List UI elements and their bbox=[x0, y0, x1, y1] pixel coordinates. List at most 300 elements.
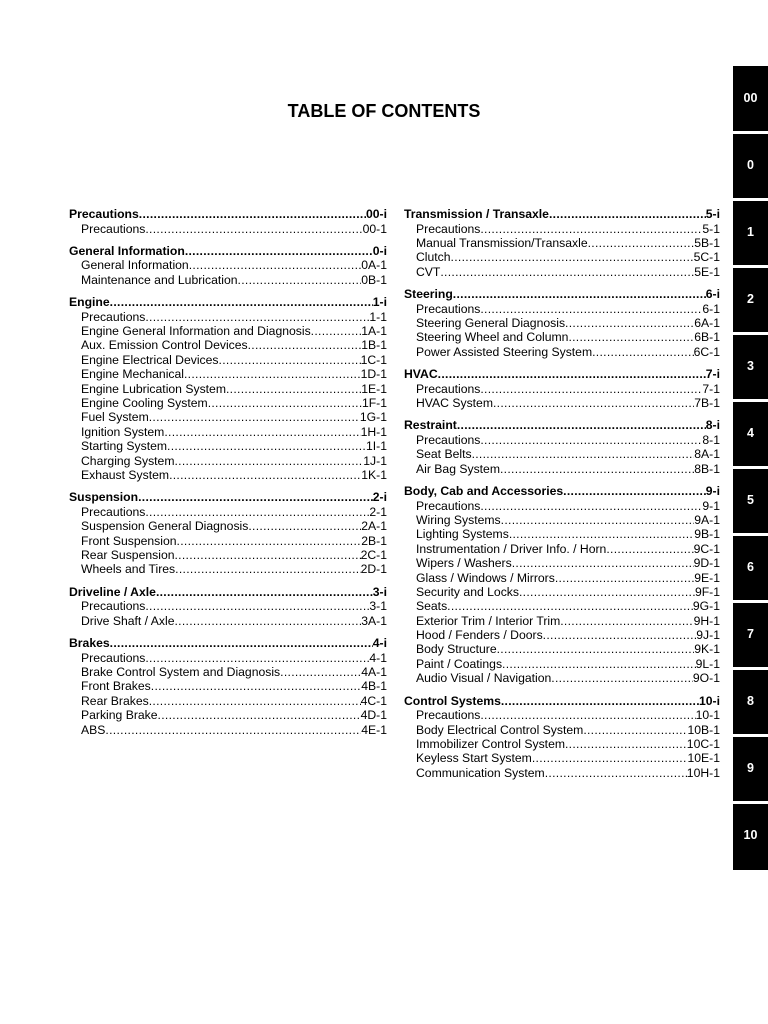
toc-entry[interactable] bbox=[404, 642, 720, 656]
toc-entry-page-number: 10B-1 bbox=[687, 722, 720, 737]
dot-leader bbox=[543, 628, 697, 642]
toc-entry-label: Paint / Coatings bbox=[416, 656, 503, 671]
toc-entry-label: Steering Wheel and Column bbox=[416, 330, 569, 345]
dot-leader bbox=[551, 671, 693, 685]
toc-entry-label: Precautions bbox=[416, 381, 481, 396]
section-tab-0[interactable] bbox=[733, 133, 768, 197]
toc-entry-page-number: 6C-1 bbox=[693, 344, 720, 359]
section-heading-page-number: 5-i bbox=[705, 207, 720, 221]
toc-entry[interactable] bbox=[404, 433, 720, 447]
toc-entry-page-number: 9B-1 bbox=[694, 527, 720, 542]
toc-entry-label: Precautions bbox=[416, 432, 481, 447]
toc-entry-label: Engine Mechanical bbox=[81, 367, 184, 382]
tab-separator bbox=[733, 667, 768, 670]
toc-entry[interactable] bbox=[404, 542, 720, 556]
toc-entry[interactable] bbox=[404, 513, 720, 527]
dot-leader bbox=[177, 534, 362, 548]
toc-entry[interactable] bbox=[404, 222, 720, 236]
toc-entry-page-number: 2C-1 bbox=[360, 548, 387, 563]
dot-leader bbox=[238, 273, 362, 287]
dot-leader bbox=[175, 562, 360, 576]
toc-entry-label: Precautions bbox=[81, 599, 146, 614]
section-heading[interactable] bbox=[69, 585, 387, 600]
toc-entry[interactable] bbox=[69, 505, 387, 519]
toc-entry[interactable] bbox=[404, 527, 720, 541]
section-tab-label: 10 bbox=[743, 828, 758, 842]
section-heading-label: Engine bbox=[69, 295, 110, 310]
toc-entry-label: Suspension General Diagnosis bbox=[81, 519, 249, 534]
toc-entry-page-number: 7-1 bbox=[702, 381, 720, 396]
dot-leader bbox=[145, 651, 369, 665]
dot-leader bbox=[138, 490, 373, 505]
section-heading-label: General Information bbox=[69, 243, 185, 258]
dot-leader bbox=[110, 295, 373, 310]
tab-separator bbox=[733, 265, 768, 268]
tab-separator bbox=[733, 801, 768, 804]
toc-entry[interactable] bbox=[69, 599, 387, 613]
toc-entry[interactable] bbox=[69, 562, 387, 576]
toc-entry-page-number: 6A-1 bbox=[694, 315, 720, 330]
toc-entry-page-number: 9F-1 bbox=[694, 584, 720, 599]
toc-entry-label: Precautions bbox=[81, 221, 146, 236]
toc-entry-page-number: 6B-1 bbox=[694, 330, 720, 345]
toc-entry[interactable] bbox=[404, 316, 720, 330]
dot-leader bbox=[158, 708, 361, 722]
toc-entry-label: Engine Lubrication System bbox=[81, 381, 226, 396]
section-heading[interactable] bbox=[404, 694, 720, 709]
toc-entry[interactable] bbox=[404, 599, 720, 613]
section-heading-page-number: 9-i bbox=[705, 484, 720, 499]
dot-leader bbox=[497, 642, 695, 656]
section-heading-label: Transmission / Transaxle bbox=[404, 207, 549, 221]
toc-entry-page-number: 1H-1 bbox=[360, 424, 387, 439]
toc-entry-page-number: 0B-1 bbox=[361, 272, 387, 287]
section-tab-9[interactable] bbox=[733, 736, 768, 800]
toc-entry[interactable] bbox=[404, 737, 720, 751]
section-tab-4[interactable] bbox=[733, 401, 768, 465]
toc-entry[interactable] bbox=[69, 324, 387, 338]
toc-entry-label: Precautions bbox=[416, 498, 481, 513]
toc-entry[interactable] bbox=[404, 723, 720, 737]
toc-entry[interactable] bbox=[69, 694, 387, 708]
dot-leader bbox=[493, 396, 694, 410]
toc-entry[interactable] bbox=[69, 353, 387, 367]
tab-separator bbox=[733, 198, 768, 201]
toc-entry[interactable] bbox=[69, 708, 387, 722]
toc-entry[interactable] bbox=[404, 671, 720, 685]
dot-leader bbox=[226, 382, 361, 396]
section-tab-8[interactable] bbox=[733, 669, 768, 733]
toc-entry-label: Brake Control System and Diagnosis bbox=[81, 664, 281, 679]
dot-leader bbox=[480, 433, 702, 447]
dot-leader bbox=[169, 468, 361, 482]
dot-leader bbox=[532, 751, 688, 765]
toc-entry[interactable] bbox=[404, 499, 720, 513]
dot-leader bbox=[501, 513, 695, 527]
toc-entry[interactable] bbox=[404, 751, 720, 765]
toc-entry-page-number: 3A-1 bbox=[361, 613, 387, 628]
toc-entry[interactable] bbox=[404, 766, 720, 780]
toc-entry-label: Immobilizer Control System bbox=[416, 736, 565, 751]
toc-entry-label: Air Bag System bbox=[416, 461, 500, 476]
toc-entry-page-number: 2D-1 bbox=[360, 562, 387, 577]
dot-leader bbox=[502, 657, 696, 671]
dot-leader bbox=[174, 614, 361, 628]
dot-leader bbox=[145, 599, 369, 613]
dot-leader bbox=[151, 679, 361, 693]
toc-entry[interactable] bbox=[69, 258, 387, 272]
toc-entry-label: Seat Belts bbox=[416, 447, 472, 462]
toc-entry[interactable] bbox=[69, 651, 387, 665]
toc-entry-label: Precautions bbox=[81, 309, 146, 324]
toc-entry[interactable] bbox=[404, 396, 720, 410]
toc-entry-page-number: 10-1 bbox=[695, 708, 720, 723]
toc-entry[interactable] bbox=[69, 367, 387, 381]
toc-section-restraint bbox=[404, 418, 720, 476]
toc-entry[interactable] bbox=[69, 548, 387, 562]
toc-entry-label: Lighting Systems bbox=[416, 527, 509, 542]
toc-entry-label: Aux. Emission Control Devices bbox=[81, 338, 248, 353]
section-tab-1[interactable] bbox=[733, 200, 768, 264]
toc-section-engine bbox=[69, 295, 387, 482]
toc-entry[interactable] bbox=[69, 614, 387, 628]
toc-entry[interactable] bbox=[69, 382, 387, 396]
toc-entry-page-number: 1A-1 bbox=[361, 324, 387, 339]
toc-section-steering bbox=[404, 287, 720, 359]
toc-entry-label: Rear Suspension bbox=[81, 548, 175, 563]
section-tab-label: 2 bbox=[747, 292, 754, 306]
toc-entry-label: Precautions bbox=[416, 221, 481, 236]
toc-entry-label: Steering General Diagnosis bbox=[416, 315, 566, 330]
toc-entry-label: General Information bbox=[81, 258, 189, 273]
dot-leader bbox=[164, 425, 360, 439]
toc-entry[interactable] bbox=[404, 330, 720, 344]
toc-entry[interactable] bbox=[69, 273, 387, 287]
section-tab-label: 7 bbox=[747, 627, 754, 641]
dot-leader bbox=[480, 708, 695, 722]
toc-entry-page-number: 5-1 bbox=[702, 221, 720, 236]
toc-entry[interactable] bbox=[404, 382, 720, 396]
toc-entry[interactable] bbox=[69, 222, 387, 236]
dot-leader bbox=[145, 222, 362, 236]
section-tab-label: 00 bbox=[743, 91, 758, 105]
section-heading-page-number: 2-i bbox=[372, 490, 387, 505]
section-tab-label: 3 bbox=[747, 359, 754, 373]
dot-leader bbox=[149, 694, 361, 708]
dot-leader bbox=[545, 766, 687, 780]
section-heading-label: Body, Cab and Accessories bbox=[404, 484, 564, 499]
toc-entry-label: Body Electrical Control System bbox=[416, 722, 584, 737]
section-heading[interactable] bbox=[69, 636, 387, 651]
toc-entry-label: Charging System bbox=[81, 453, 175, 468]
dot-leader bbox=[453, 287, 706, 302]
toc-entry-page-number: 1B-1 bbox=[361, 338, 387, 353]
page-title: TABLE OF CONTENTS bbox=[287, 101, 481, 121]
section-heading-page-number: 10-i bbox=[698, 693, 720, 708]
toc-entry-page-number: 9H-1 bbox=[693, 613, 720, 628]
toc-entry[interactable] bbox=[69, 679, 387, 693]
toc-entry[interactable] bbox=[404, 462, 720, 476]
dot-leader bbox=[438, 367, 706, 382]
toc-entry-page-number: 1J-1 bbox=[363, 453, 387, 468]
section-tab-2[interactable] bbox=[733, 267, 768, 331]
toc-entry[interactable] bbox=[69, 410, 387, 424]
section-heading-label: Control Systems bbox=[404, 693, 501, 708]
section-heading[interactable] bbox=[404, 207, 720, 222]
toc-entry[interactable] bbox=[69, 534, 387, 548]
dot-leader bbox=[167, 439, 366, 453]
toc-entry-label: Engine Cooling System bbox=[81, 396, 208, 411]
toc-entry-label: Precautions bbox=[416, 708, 481, 723]
tab-separator bbox=[733, 399, 768, 402]
dot-leader bbox=[565, 737, 687, 751]
section-heading-page-number: 3-i bbox=[372, 584, 387, 599]
toc-entry-page-number: 9G-1 bbox=[692, 599, 720, 614]
toc-entry-label: Wipers / Washers bbox=[416, 556, 512, 571]
toc-entry-page-number: 1C-1 bbox=[360, 352, 387, 367]
section-tab-6[interactable] bbox=[733, 535, 768, 599]
toc-entry-label: Exterior Trim / Interior Trim bbox=[416, 613, 561, 628]
toc-entry-label: Precautions bbox=[81, 650, 146, 665]
dot-leader bbox=[248, 519, 361, 533]
toc-section-driveline-axle bbox=[69, 585, 387, 628]
toc-entry[interactable] bbox=[69, 454, 387, 468]
dot-leader bbox=[480, 499, 702, 513]
toc-entry-page-number: 6-1 bbox=[702, 301, 720, 316]
toc-entry[interactable] bbox=[404, 236, 720, 250]
toc-entry-label: Hood / Fenders / Doors bbox=[416, 628, 543, 643]
section-heading[interactable] bbox=[404, 418, 720, 433]
dot-leader bbox=[555, 571, 694, 585]
section-heading-page-number: 00-i bbox=[365, 207, 387, 221]
section-heading-page-number: 6-i bbox=[705, 287, 720, 302]
dot-leader bbox=[588, 236, 695, 250]
toc-entry[interactable] bbox=[69, 310, 387, 324]
toc-entry-label: Manual Transmission/Transaxle bbox=[416, 235, 588, 250]
toc-entry-page-number: 1D-1 bbox=[360, 367, 387, 382]
toc-entry[interactable] bbox=[69, 396, 387, 410]
toc-entry-label: Front Brakes bbox=[81, 679, 151, 694]
toc-entry-label: Wiring Systems bbox=[416, 512, 501, 527]
toc-entry[interactable] bbox=[69, 439, 387, 453]
tab-separator bbox=[733, 466, 768, 469]
toc-entry-page-number: 2A-1 bbox=[361, 519, 387, 534]
dot-leader bbox=[189, 258, 362, 272]
section-tab-7[interactable] bbox=[733, 602, 768, 666]
dot-leader bbox=[500, 462, 694, 476]
section-heading-page-number: 1-i bbox=[372, 295, 387, 310]
toc-entry-page-number: 8B-1 bbox=[694, 461, 720, 476]
toc-entry-label: Precautions bbox=[416, 301, 481, 316]
toc-entry-page-number: 9C-1 bbox=[693, 541, 720, 556]
dot-leader bbox=[248, 338, 362, 352]
dot-leader bbox=[480, 382, 702, 396]
toc-entry-label: Seats bbox=[416, 599, 448, 614]
section-tab-5[interactable] bbox=[733, 468, 768, 532]
section-heading[interactable] bbox=[69, 295, 387, 310]
toc-entry[interactable] bbox=[404, 585, 720, 599]
toc-entry-page-number: 10C-1 bbox=[686, 736, 720, 751]
dot-leader bbox=[509, 527, 694, 541]
toc-entry-page-number: 9O-1 bbox=[692, 671, 720, 686]
toc-entry-label: Fuel System bbox=[81, 410, 149, 425]
dot-leader bbox=[480, 222, 702, 236]
toc-entry-page-number: 4E-1 bbox=[361, 722, 387, 737]
dot-leader bbox=[606, 542, 693, 556]
section-heading[interactable] bbox=[404, 367, 720, 382]
toc-entry-label: Maintenance and Lubrication bbox=[81, 272, 238, 287]
dot-leader bbox=[501, 694, 699, 709]
toc-entry-page-number: 9J-1 bbox=[696, 628, 720, 643]
toc-entry-page-number: 9K-1 bbox=[694, 642, 720, 657]
toc-entry[interactable] bbox=[404, 614, 720, 628]
tab-separator bbox=[733, 533, 768, 536]
section-tab-3[interactable] bbox=[733, 334, 768, 398]
toc-right-column bbox=[404, 207, 720, 780]
section-heading[interactable] bbox=[69, 490, 387, 505]
dot-leader bbox=[208, 396, 362, 410]
section-tab-label: 1 bbox=[747, 225, 754, 239]
toc-entry[interactable] bbox=[404, 265, 720, 279]
toc-section-general-information bbox=[69, 244, 387, 287]
section-heading-label: HVAC bbox=[404, 367, 438, 382]
toc-entry-label: Rear Brakes bbox=[81, 693, 149, 708]
toc-entry-label: Body Structure bbox=[416, 642, 497, 657]
dot-leader bbox=[105, 723, 361, 737]
dot-leader bbox=[512, 556, 694, 570]
toc-entry-label: Front Suspension bbox=[81, 533, 177, 548]
toc-entry-label: Instrumentation / Driver Info. / Horn bbox=[416, 541, 607, 556]
toc-section-precautions bbox=[69, 207, 387, 236]
section-heading-label: Steering bbox=[404, 287, 453, 302]
dot-leader bbox=[149, 410, 360, 424]
toc-entry-page-number: 2B-1 bbox=[361, 533, 387, 548]
tab-separator bbox=[733, 734, 768, 737]
toc-entry-page-number: 5B-1 bbox=[694, 235, 720, 250]
toc-entry[interactable] bbox=[69, 665, 387, 679]
toc-entry[interactable] bbox=[69, 519, 387, 533]
toc-entry-page-number: 4A-1 bbox=[361, 664, 387, 679]
toc-entry-page-number: 5E-1 bbox=[694, 264, 720, 279]
section-tab-label: 6 bbox=[747, 560, 754, 574]
toc-entry[interactable] bbox=[404, 250, 720, 264]
section-heading-page-number: 4-i bbox=[372, 636, 387, 651]
toc-entry-page-number: 7B-1 bbox=[694, 396, 720, 411]
toc-entry[interactable] bbox=[404, 571, 720, 585]
toc-entry-page-number: 1G-1 bbox=[359, 410, 387, 425]
toc-entry-label: Engine General Information and Diagnosis bbox=[81, 324, 311, 339]
dot-leader bbox=[568, 330, 694, 344]
toc-entry-label: Drive Shaft / Axle bbox=[81, 613, 175, 628]
toc-entry-label: Precautions bbox=[81, 504, 146, 519]
toc-entry[interactable] bbox=[69, 338, 387, 352]
toc-section-transmission-transaxle bbox=[404, 207, 720, 279]
toc-entry-page-number: 4B-1 bbox=[361, 679, 387, 694]
section-heading[interactable] bbox=[404, 484, 720, 499]
section-heading[interactable] bbox=[69, 207, 387, 222]
dot-leader bbox=[175, 548, 361, 562]
section-heading-page-number: 0-i bbox=[372, 243, 387, 258]
toc-entry-label: Security and Locks bbox=[416, 584, 519, 599]
section-tab-strip bbox=[733, 66, 768, 870]
toc-entry-label: Wheels and Tires bbox=[81, 562, 176, 577]
tab-separator bbox=[733, 600, 768, 603]
toc-entry[interactable] bbox=[404, 556, 720, 570]
toc-entry[interactable] bbox=[69, 425, 387, 439]
toc-entry-page-number: 1F-1 bbox=[361, 396, 387, 411]
toc-entry-page-number: 0A-1 bbox=[361, 258, 387, 273]
dot-leader bbox=[563, 484, 706, 499]
toc-left-column bbox=[69, 207, 387, 737]
toc-entry[interactable] bbox=[69, 468, 387, 482]
toc-entry-page-number: 1K-1 bbox=[361, 467, 387, 482]
toc-entry-label: ABS bbox=[81, 722, 106, 737]
toc-entry[interactable] bbox=[404, 447, 720, 461]
toc-entry-page-number: 9L-1 bbox=[695, 656, 720, 671]
toc-entry-label: Glass / Windows / Mirrors bbox=[416, 570, 555, 585]
section-heading-label: Suspension bbox=[69, 490, 139, 505]
toc-entry-label: HVAC System bbox=[416, 396, 493, 411]
toc-entry-page-number: 9D-1 bbox=[693, 556, 720, 571]
toc-entry[interactable] bbox=[404, 708, 720, 722]
section-tab-00[interactable] bbox=[733, 66, 768, 130]
dot-leader bbox=[560, 614, 693, 628]
toc-entry[interactable] bbox=[404, 657, 720, 671]
section-heading[interactable] bbox=[69, 244, 387, 259]
dot-leader bbox=[472, 447, 695, 461]
section-tab-label: 8 bbox=[747, 694, 754, 708]
toc-entry-label: Engine Electrical Devices bbox=[81, 352, 219, 367]
toc-entry-label: Exhaust System bbox=[81, 467, 170, 482]
toc-entry-page-number: 9-1 bbox=[702, 498, 720, 513]
section-heading-page-number: 8-i bbox=[705, 418, 720, 433]
toc-entry-page-number: 9A-1 bbox=[694, 512, 720, 527]
toc-entry[interactable] bbox=[404, 628, 720, 642]
dot-leader bbox=[219, 353, 361, 367]
dot-leader bbox=[592, 345, 693, 359]
dot-leader bbox=[583, 723, 687, 737]
toc-entry-page-number: 1E-1 bbox=[361, 381, 387, 396]
toc-entry-page-number: 00-1 bbox=[362, 221, 387, 236]
toc-entry[interactable] bbox=[404, 345, 720, 359]
dot-leader bbox=[457, 418, 706, 433]
toc-entry[interactable] bbox=[69, 723, 387, 737]
toc-entry-label: Ignition System bbox=[81, 424, 165, 439]
toc-entry-page-number: 9E-1 bbox=[694, 570, 720, 585]
section-heading-label: Precautions bbox=[69, 207, 139, 221]
dot-leader bbox=[480, 302, 702, 316]
toc-entry-page-number: 10H-1 bbox=[686, 765, 720, 780]
section-heading-label: Restraint bbox=[404, 418, 457, 433]
section-tab-label: 0 bbox=[747, 158, 754, 172]
tab-separator bbox=[733, 131, 768, 134]
toc-entry-label: Communication System bbox=[416, 765, 545, 780]
toc-entry-label: Keyless Start System bbox=[416, 751, 532, 766]
toc-entry-label: Clutch bbox=[416, 250, 451, 265]
dot-leader bbox=[145, 310, 369, 324]
toc-entry[interactable] bbox=[404, 302, 720, 316]
toc-entry-page-number: 10E-1 bbox=[687, 751, 720, 766]
dot-leader bbox=[440, 265, 694, 279]
section-tab-10[interactable] bbox=[733, 803, 768, 867]
section-tab-label: 5 bbox=[747, 493, 754, 507]
toc-entry-page-number: 2-1 bbox=[369, 504, 387, 519]
toc-entry-label: Starting System bbox=[81, 439, 168, 454]
dot-leader bbox=[145, 505, 369, 519]
toc-section-suspension bbox=[69, 490, 387, 576]
section-heading-page-number: 7-i bbox=[705, 367, 720, 382]
section-heading[interactable] bbox=[404, 287, 720, 302]
